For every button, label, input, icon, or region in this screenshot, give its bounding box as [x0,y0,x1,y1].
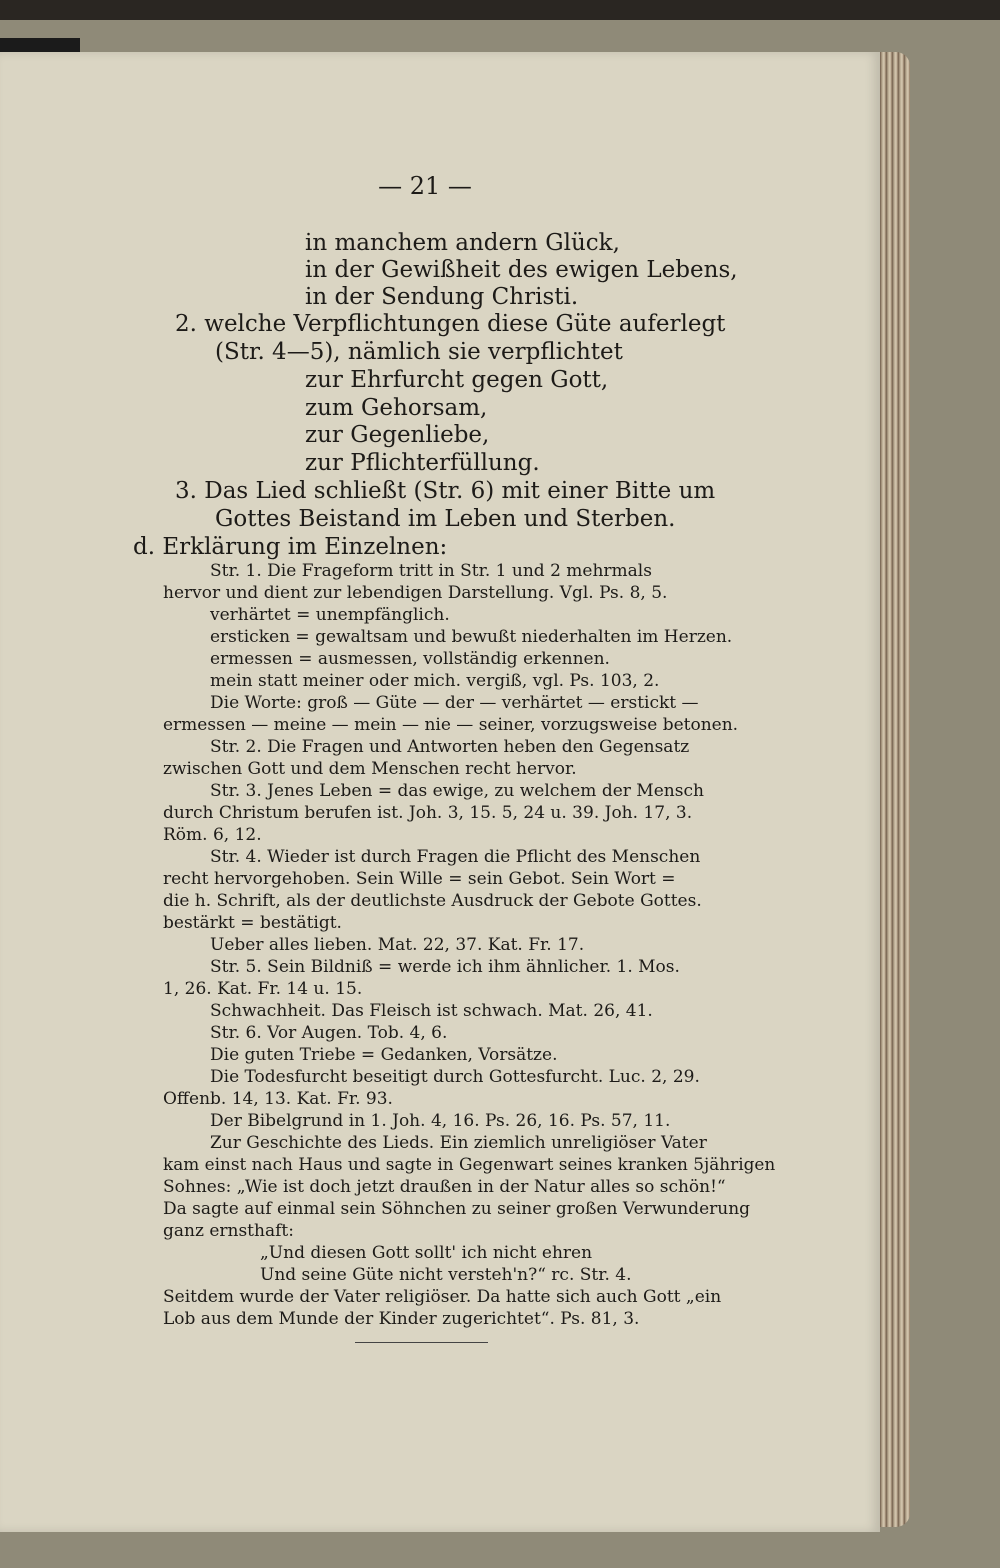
text-line: in der Sendung Christi. [305,284,579,310]
text-line: Zur Geschichte des Lieds. Ein ziemlich unreligiöser Vater [210,1133,707,1153]
text-line: in der Gewißheit des ewigen Lebens, [305,257,738,283]
text-line: Offenb. 14, 13. Kat. Fr. 93. [163,1089,393,1109]
text-line: zur Ehrfurcht gegen Gott, [305,367,609,393]
text-line: Der Bibelgrund in 1. Joh. 4, 16. Ps. 26, 16. Ps. 57, 11. [210,1111,671,1131]
text-line: Str. 2. Die Fragen und Antworten heben den Gegensatz [210,737,690,757]
text-line: ganz ernsthaft: [163,1221,294,1241]
text-line: Gottes Beistand im Leben und Sterben. [215,506,676,532]
text-line: Schwachheit. Das Fleisch ist schwach. Mat. 26, 41. [210,1001,653,1021]
text-line: Die guten Triebe = Gedanken, Vorsätze. [210,1045,558,1065]
text-line: in manchem andern Glück, [305,230,620,256]
text-line: Seitdem wurde der Vater religiöser. Da hatte sich auch Gott „ein [163,1287,722,1307]
text-line: recht hervorgehoben. Sein Wille = sein Gebot. Sein Wort = [163,869,676,889]
text-line: mein statt meiner oder mich. vergiß, vgl. Ps. 103, 2. [210,671,660,691]
text-line: ermessen — meine — mein — nie — seiner, vorzugsweise betonen. [163,715,739,735]
text-line: Str. 4. Wieder ist durch Fragen die Pflicht des Menschen [210,847,701,867]
text-line: 2. welche Verpflichtungen diese Güte auferlegt [175,311,726,337]
section-heading: d. Erklärung im Einzelnen: [133,534,448,560]
text-line: Str. 6. Vor Augen. Tob. 4, 6. [210,1023,448,1043]
text-line: Ueber alles lieben. Mat. 22, 37. Kat. Fr. 17. [210,935,585,955]
text-line: durch Christum berufen ist. Joh. 3, 15. 5, 24 u. 39. Joh. 17, 3. [163,803,693,823]
text-line: 1, 26. Kat. Fr. 14 u. 15. [163,979,363,999]
text-line: zur Pflichterfüllung. [305,450,540,476]
text-line: hervor und dient zur lebendigen Darstellung. Vgl. Ps. 8, 5. [163,583,668,603]
text-line: Da sagte auf einmal sein Söhnchen zu seiner großen Verwunderung [163,1199,751,1219]
quote-line: Und seine Güte nicht versteh'n?“ rc. Str. 4. [260,1265,632,1285]
text-line: (Str. 4—5), nämlich sie verpflichtet [215,339,623,365]
quote-line: „Und diesen Gott sollt' ich nicht ehren [260,1243,593,1263]
page-content [0,52,880,1532]
text-line: ermessen = ausmessen, vollständig erkennen. [210,649,610,669]
text-line: Die Worte: groß — Güte — der — verhärtet — erstickt — [210,693,699,713]
text-line: zur Gegenliebe, [305,422,490,448]
text-line: die h. Schrift, als der deutlichste Ausdruck der Gebote Gottes. [163,891,702,911]
text-line: Lob aus dem Munde der Kinder zugerichtet“. Ps. 81, 3. [163,1309,640,1329]
text-line: Sohnes: „Wie ist doch jetzt draußen in der Natur alles so schön!“ [163,1177,726,1197]
end-rule [355,1342,488,1343]
text-line: Röm. 6, 12. [163,825,262,845]
page-number: — 21 — [378,172,472,200]
text-line: Str. 1. Die Frageform tritt in Str. 1 und 2 mehrmals [210,561,652,581]
text-line: zum Gehorsam, [305,395,488,421]
text-line: ersticken = gewaltsam und bewußt niederhalten im Herzen. [210,627,733,647]
text-line: 3. Das Lied schließt (Str. 6) mit einer Bitte um [175,478,716,504]
text-line: bestärkt = bestätigt. [163,913,342,933]
text-line: Die Todesfurcht beseitigt durch Gottesfurcht. Luc. 2, 29. [210,1067,700,1087]
text-line: Str. 5. Sein Bildniß = werde ich ihm ähnlicher. 1. Mos. [210,957,680,977]
text-line: Str. 3. Jenes Leben = das ewige, zu welchem der Mensch [210,781,704,801]
text-line: verhärtet = unempfänglich. [210,605,450,625]
text-line: zwischen Gott und dem Menschen recht hervor. [163,759,577,779]
text-line: kam einst nach Haus und sagte in Gegenwart seines kranken 5jährigen [163,1155,776,1175]
book-page [0,52,880,1532]
